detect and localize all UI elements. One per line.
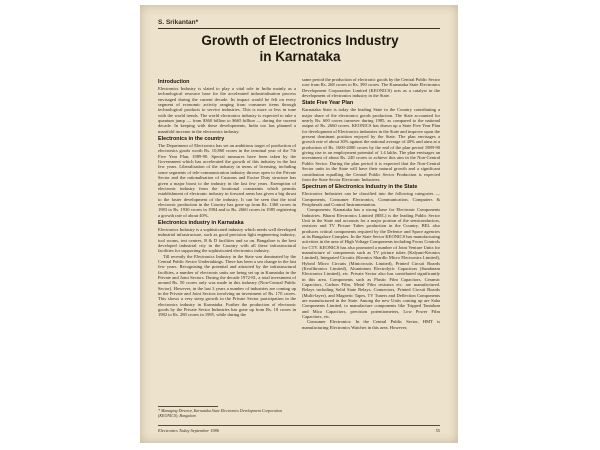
right-column xyxy=(302,77,440,425)
heading-electronics-in-karnataka: Electronics industry in Karnataka xyxy=(158,219,244,226)
paragraph-electronics-in-country: The Department of Electronics has set an ambitious target of production of electronics goods worth Rs. 10,860 crores in the terminal year of the 7th Five Year Plan, 1989-90. Special measures have been taken by the Government which has accelerated the growth of this industry in the last few years. Liberalisation of the industry in terms of licensing, including some segments of tele-communication industry thrown open to the Private Sector and the rationalisation of Customs and Excise Duty structure has given a major boost to the industry in the last few years. Exemption of electronic industry from the locational constraints which permits establishment of electronic industry in forward areas has given a big thrust to the faster development of the industry. It can be seen that the total electronic production in the Country has gone up from Rs. 1360 crores in 1983 to Rs. 1930 crores in 1984 and to Rs. 2660 crores in 1985 registering a growth rate of about 40%. xyxy=(158,143,296,218)
journal-folio: Electronics Today September 1986 xyxy=(158,428,220,433)
paragraph-spectrum-consumer: Consumer Electronics: In the Central Public Sector, HMT is manufacturing Electronics Watches in this area. However, xyxy=(302,319,440,330)
paragraph-karnataka-1: Electronics Industry is a sophisticated industry which needs well developed industrial infrastructure, such as good precision light engineering industry, tool rooms, test centres, R & D facilities and so on. Bangalore is the best developed industrial city in the Country with all these infrastructural facilities for supporting the sophisticated electronics industry. xyxy=(158,226,296,254)
paragraph-karnataka-2: Till recently the Electronics Industry in the State was dominated by the Central Public Sector Undertakings. There has been a sea change in the last few years. Recognising the potential and attracted by the infrastructural facilities, a number of electronic units are being set up in Karnataka in the Private and Joint Sectors. During the decade 1972-81, a total investment of around Rs. 50 crores only was made in this industry (Non-Central Public Sector). However, in the last 3 years a number of industries are coming up in the Private and Joint Sectors involving an investment of Rs. 170 crores. This shows a very steep growth in the Private Sector participation in the electronics industry in Karnataka. Further the production of electronic goods by the Private Sector Industries has gone up from Rs. 18 crores in 1982 to Rs. 280 crores in 1985, while during the xyxy=(158,253,296,318)
header-divider xyxy=(158,28,440,29)
magazine-page xyxy=(140,5,458,443)
paragraph-continuation: same period the production of electronic goods by the Central Public Sector rose from Rs. 268 crores to Rs. 390 crores. The Karnataka State Electronics Development Corporation Limited (KEONICS) acts as a catalyst in the development of electronics industry in the State. xyxy=(302,77,440,99)
article-author: S. Srikantan* xyxy=(158,19,199,26)
title-line-2: in Karnataka xyxy=(259,49,341,64)
heading-introduction: Introduction xyxy=(158,79,190,85)
footnote-divider xyxy=(158,406,218,407)
article-title xyxy=(160,33,440,65)
paragraph-introduction: Electronics Industry is slated to play a vital role in India mainly as a technological resource base for the accelerated industrialisation process envisaged during the current decade. Its impact would be felt on every segment of economic activity ranging from consumer items through technological products to service industries. This is more or less in tune with the world trends. The world electronics industry is expected to take a quantum jump — from $360 billion to $665 billion — during the current decade. In keeping with these developments, India too has planned a manifold increase in the electronics industry. xyxy=(158,86,296,134)
paragraph-state-plan: Karnataka State is today the leading State in the Country contributing a major share of the electronics goods production. The State accounted for nearly Rs. 600 crores turnover during 1985, as compared to the national output of Rs. 2660 crores. KEONICS has drawn up a State Five Year Plan for development of Electronics industries in the State and improve upon the present dominant position enjoyed by the State. The plan envisages a growth rate of about 30% against the national average of 40% and aims at a production of Rs. 1600-2000 crores by the end of the plan period 1989-90 giving rise to an employment potential of 1.4 lakhs. The plan envisages an investment of about Rs. 240 crores to achieve this aim in the Non-Central Public Sector. During the plan period it is expected that the Non-Central Sector units in the State will have their natural growth and a significant contribution equalling the Central Public Sector Production is expected from the State Sector Electronic Industries. xyxy=(302,107,440,182)
footnote: * Managing Director, Karnataka State Electronics Development Corporation (KEONICS), Bangalore. xyxy=(158,408,282,418)
heading-spectrum: Spectrum of Electronics Industry in the State xyxy=(302,184,418,191)
heading-state-five-year-plan: State Five Year Plan xyxy=(302,100,354,107)
page-number: 55 xyxy=(435,428,440,433)
paragraph-spectrum-1: Electronics Industries can be classified into the following categories — Components, Consumer Electronics, Communication, Computers & Peripherals and Control Instrumentation. xyxy=(302,191,440,207)
title-line-1: Growth of Electronics Industry xyxy=(201,33,399,48)
left-column xyxy=(158,77,296,407)
paragraph-spectrum-components: Components: Karnataka has a strong base for Electronic Components Industries. Bharat Electronics Limited (BEL) is the leading Public Sector Unit in the State and accounts for a major portion of the semiconductors, resistors and TV Picture Tubes production in the Country. BEL also produces critical components required by the Defence and Space agencies at its Bangalore Complex. In the State Sector KEONICS has manufacturing activities in the area of High Voltage Components including Focus Controls for CTV. KEONICS has also promoted a number of Joint Venture Units for manufacture of components such as TV picture tubes (Kalyani-Keonics Limited), Integrated Circuits (Keonics Shardlo Micro Electronics Limited), Hybrid Micro Circuits (Minicircuits Limited), Printed Circuit Boards (Keofibronics Limited), Aluminium Electrolytic Capacitors (Sundaram Electronics Limited), etc. Private Sector also has contributed significantly in this area. Components such as Plastic Film Capacitors, Ceramic Capacitors, Carbon Film, Metal Film resistors etc. are manufactured. Relays including Solid State Relays, Connectors, Printed Circuit Boards (Multi-layer), and Magnetic Tapes, TV Tuners and Deflection Components are manufactured in the State. Among the new Units coming up are Saha Components Limited, to manufacture components like Tripped Tantalum and Mica Capacitors, precision potentiometers, Low Power Film Capacitors, etc. xyxy=(302,207,440,320)
folio-divider xyxy=(158,425,440,426)
heading-electronics-in-country: Electronics in the country xyxy=(158,136,225,143)
